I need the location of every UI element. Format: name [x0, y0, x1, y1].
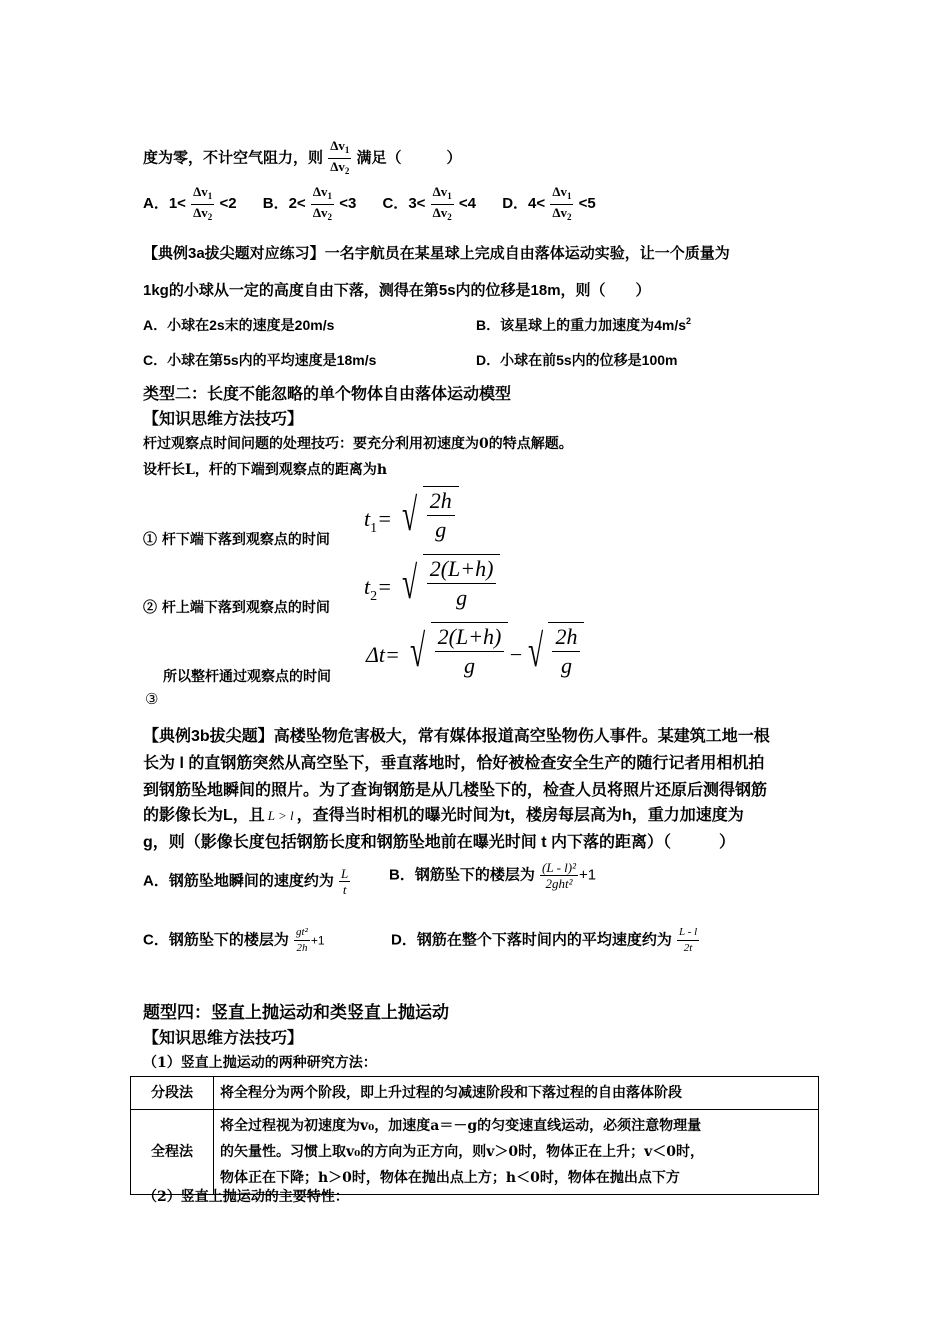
formula-t1: $t_1=$ √ $\frac{2h}{g}$ [364, 486, 459, 544]
type2-tips-title: 【知识思维方法技巧】 [143, 411, 304, 428]
stem-after: 满足（ ） [356, 149, 462, 167]
type2-title: 类型二：长度不能忽略的单个物体自由落体运动模型 [143, 386, 512, 403]
formula-t2: $t_2=$ √ $\frac{2(L+h)}{g}$ [364, 554, 500, 612]
type4-title: 题型四：竖直上抛运动和类竖直上抛运动 [143, 1003, 449, 1022]
ex3b-line2: 长为 l 的直钢筋突然从高空坠下，垂直落地时，恰好被检查安全生产的随行记者用相机拍 [143, 755, 765, 772]
table-row [131, 1077, 819, 1110]
item2-text: ② 杆上端下落到观察点的时间 [143, 600, 330, 616]
ex3a-option-a: A．小球在2s末的速度是20m/s [143, 317, 335, 333]
option-a: A．1< $\frac{\Delta v_1}{\Delta v_2}$ <2 [143, 184, 237, 222]
ex3a-option-b: B．该星球上的重力加速度为$4m/s^2$ [476, 316, 692, 333]
ex3b-option-c: C．钢筋坠下的楼层为 $\frac{\text{gt²}}{2h}$ +1 [143, 926, 325, 954]
ex3a-line1: 【典例3a拔尖题对应练习】一名宇航员在某星球上完成自由落体运动实验，让一个质量为 [143, 245, 730, 262]
question-stem [143, 138, 462, 179]
options-row [143, 184, 596, 225]
stem-text: 度为零，不计空气阻力，则 [143, 149, 324, 167]
ex3a-option-d: D．小球在前5s内的位移是100m [476, 352, 678, 368]
item3-mark: ③ [145, 690, 159, 708]
option-c: C．3< $\frac{\Delta v_1}{\Delta v_2}$ <4 [382, 184, 477, 222]
ex3b-option-d: D．钢筋在整个下落时间内的平均速度约为 $\frac{L - l}{2t}$ [391, 926, 698, 954]
option-d: D．4< $\frac{\Delta v_1}{\Delta v_2}$ <5 [502, 184, 596, 222]
table-body-cell: 将全过程视为初速度为v₀，加速度a＝－g的匀变速直线运动，必须注意物理量 的矢量性。习惯上取v₀的方向为正方向，则v＞0时，物体正在上升；v＜0时， 物体正在下降；h＞0时，物体在抛出点上方；h＜0时，物体在抛出点下方 [214, 1110, 819, 1195]
ex3a-option-c: C．小球在第5s内的平均速度是18m/s [143, 352, 377, 368]
ex3b-line4: 的影像长为L，且 L > l ，查得当时相机的曝光时间为t，楼房每层高为h，重力加速度为 [143, 807, 744, 824]
ex3b-option-b: B．钢筋坠下的楼层为 $\frac{\text{(L - l)²}}{\text{2ght²}}$ +1 [389, 860, 597, 891]
type4-tips-title: 【知识思维方法技巧】 [143, 1030, 304, 1047]
table-head-cell: 分段法 [131, 1077, 214, 1110]
item3-text: 所以整杆通过观察点的时间 [163, 669, 331, 685]
ex3a-line2: 1kg的小球从一定的高度自由下落，测得在第5s内的位移是18m，则（ ） [143, 282, 651, 299]
delta-v-fraction: $\frac{\Delta v_1}{\Delta v_2}$ [330, 138, 350, 176]
ex3b-line1: 【典例3b拔尖题】高楼坠物危害极大，常有媒体报道高空坠物伤人事件。某建筑工地一根 [143, 728, 770, 745]
option-b: B．2< $\frac{\Delta v_1}{\Delta v_2}$ <3 [262, 184, 357, 222]
formula-delta-t: Δt= √ $\frac{2(L+h)}{g}$ − √ $\frac{2h}{g}$ [366, 622, 584, 680]
item1-text: ① 杆下端下落到观察点的时间 [143, 532, 330, 548]
type2-tip2: 设杆长L，杆的下端到观察点的距离为h [143, 462, 388, 478]
table-body-cell: 将全程分为两个阶段，即上升过程的匀减速阶段和下落过程的自由落体阶段 [214, 1077, 819, 1110]
ex3b-option-a: A．钢筋坠地瞬间的速度约为 $\frac{L}{t}$ [143, 866, 349, 897]
type4-sub2: （2）竖直上抛运动的主要特性： [143, 1189, 349, 1205]
table-row [131, 1110, 819, 1195]
methods-table [130, 1076, 819, 1195]
type2-tip1: 杆过观察点时间问题的处理技巧：要充分利用初速度为0的特点解题。 [143, 436, 573, 452]
ex3b-line5: g，则（影像长度包括钢筋长度和钢筋坠地前在曝光时间 t 内下落的距离）（ ） [143, 834, 735, 851]
ex3b-line3: 到钢筋坠地瞬间的照片。为了查询钢筋是从几楼坠下的，检查人员将照片还原后测得钢筋 [143, 782, 768, 799]
table-head-cell: 全程法 [131, 1110, 214, 1195]
type4-sub1: （1）竖直上抛运动的两种研究方法： [143, 1055, 377, 1071]
